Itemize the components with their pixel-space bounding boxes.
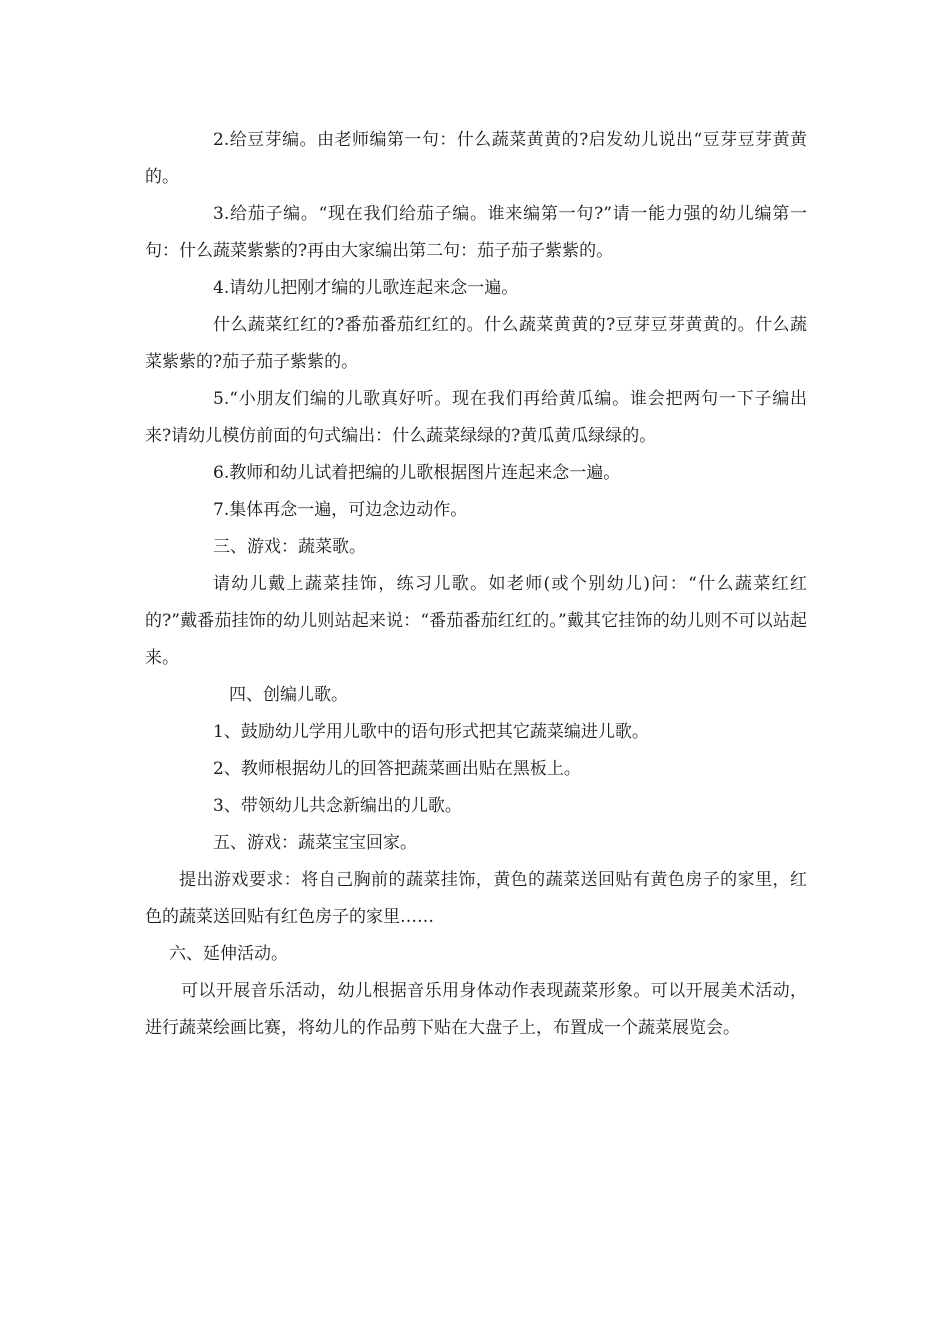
- section-heading-create-rhyme: 四、创编儿歌。: [229, 685, 348, 705]
- paragraph-step-2: 2.给豆芽编。由老师编第一句：什么蔬菜黄黄的?启发幼儿说出“豆芽豆芽黄黄的。: [145, 130, 807, 187]
- paragraph-step-5: 5.“小朋友们编的儿歌真好听。现在我们再给黄瓜编。谁会把两句一下子编出来?请幼儿模仿前面的句式编出：什么蔬菜绿绿的?黄瓜黄瓜绿绿的。: [145, 389, 807, 446]
- paragraph-game-song: 请幼儿戴上蔬菜挂饰，练习儿歌。如老师(或个别幼儿)问：“什么蔬菜红红的?”戴番茄挂饰的幼儿则站起来说：“番茄番茄红红的。”戴其它挂饰的幼儿则不可以站起来。: [145, 574, 807, 668]
- section-heading-extension: 六、延伸活动。: [169, 944, 288, 964]
- paragraph-step-4: 4.请幼儿把刚才编的儿歌连起来念一遍。: [213, 278, 519, 298]
- paragraph-create-1: 1、鼓励幼儿学用儿歌中的语句形式把其它蔬菜编进儿歌。: [213, 722, 649, 742]
- section-heading-game-home: 五、游戏：蔬菜宝宝回家。: [213, 833, 417, 853]
- paragraph-extension: 可以开展音乐活动，幼儿根据音乐用身体动作表现蔬菜形象。可以开展美术活动，进行蔬菜绘画比赛，将幼儿的作品剪下贴在大盘子上，布置成一个蔬菜展览会。: [145, 981, 807, 1038]
- paragraph-rhyme: 什么蔬菜红红的?番茄番茄红红的。什么蔬菜黄黄的?豆芽豆芽黄黄的。什么蔬菜紫紫的?茄子茄子紫紫的。: [145, 315, 807, 372]
- paragraph-step-7: 7.集体再念一遍，可边念边动作。: [213, 500, 468, 520]
- paragraph-step-6: 6.教师和幼儿试着把编的儿歌根据图片连起来念一遍。: [213, 463, 621, 483]
- paragraph-create-2: 2、教师根据幼儿的回答把蔬菜画出贴在黑板上。: [213, 759, 581, 779]
- section-heading-game-song: 三、游戏：蔬菜歌。: [213, 537, 366, 557]
- document-body: [145, 122, 807, 1047]
- paragraph-step-3: 3.给茄子编。“现在我们给茄子编。谁来编第一句?”请一能力强的幼儿编第一句：什么蔬菜紫紫的?再由大家编出第二句：茄子茄子紫紫的。: [145, 204, 807, 261]
- paragraph-create-3: 3、带领幼儿共念新编出的儿歌。: [213, 796, 462, 816]
- paragraph-game-home: 提出游戏要求：将自己胸前的蔬菜挂饰，黄色的蔬菜送回贴有黄色房子的家里，红色的蔬菜送回贴有红色房子的家里……: [145, 870, 807, 927]
